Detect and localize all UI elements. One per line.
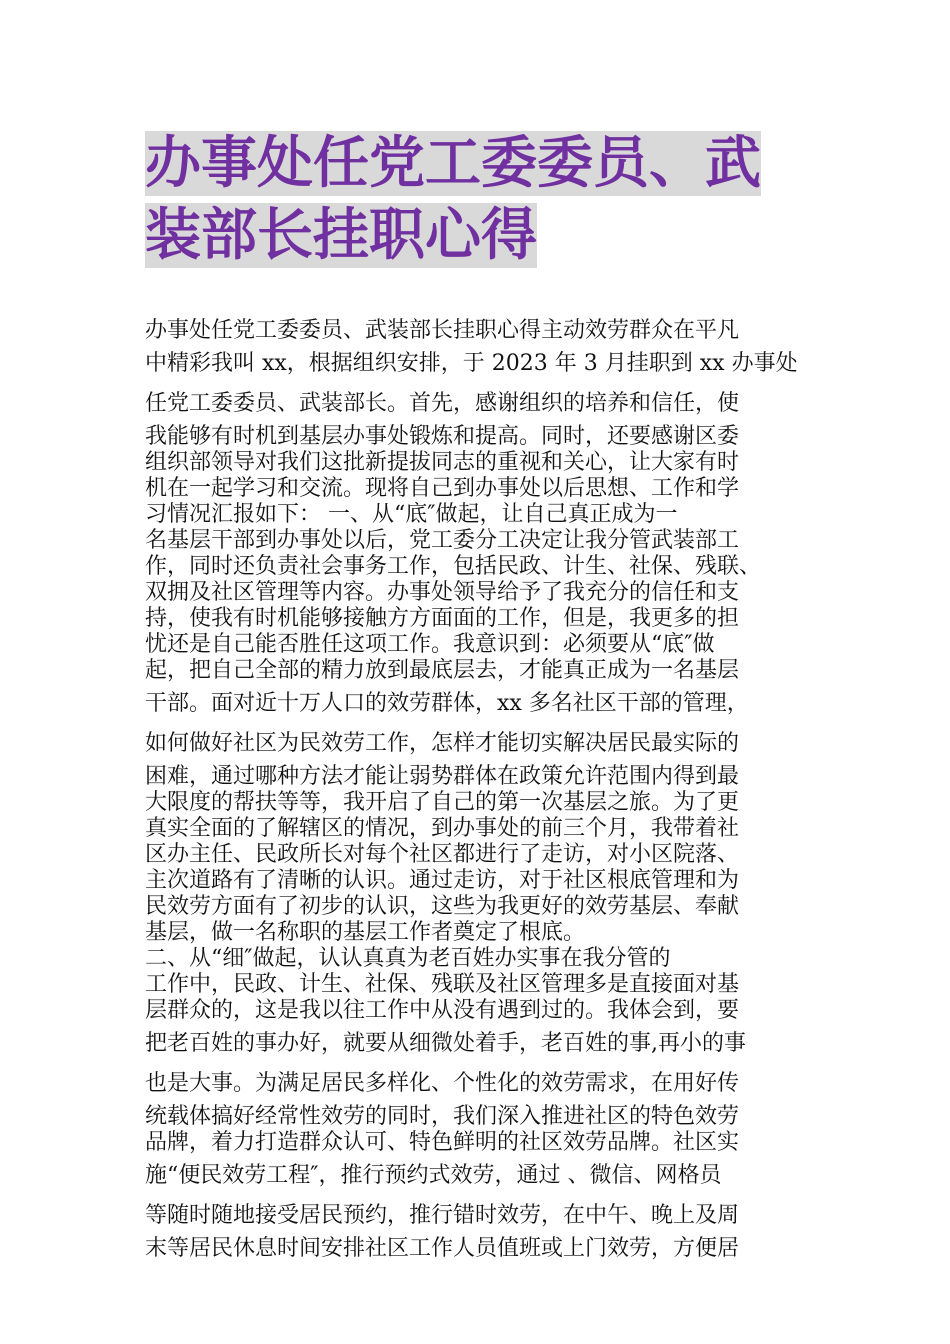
body-line: 我能够有时机到基层办事处锻炼和提高。同时，还要感谢区委 <box>145 424 740 449</box>
body-line: 区办主任、民政所长对每个社区都进行了走访，对小区院落、 <box>145 842 740 867</box>
body-line: 如何做好社区为民效劳工作，怎样才能切实解决居民最实际的 <box>145 731 740 756</box>
title-line: 办事处任党工委委员、武 <box>145 131 761 196</box>
body-line: 组织部领导对我们这批新提拔同志的重视和关心，让大家有时 <box>145 450 740 475</box>
body-line: 大限度的帮扶等等，我开启了自己的第一次基层之旅。为了更 <box>145 790 740 815</box>
body-line: 层群众的，这是我以往工作中从没有遇到过的。我体会到，要 <box>145 998 740 1023</box>
body-line: 忧还是自己能否胜任这项工作。我意识到：必须要从“底″做 <box>145 632 715 657</box>
body-line: 把老百姓的事办好，就要从细微处着手，老百姓的事,再小的事 <box>145 1031 746 1056</box>
body-line: 工作中，民政、计生、社保、残联及社区管理多是直接面对基 <box>145 972 740 997</box>
body-line: 名基层干部到办事处以后，党工委分工决定让我分管武装部工 <box>145 528 740 553</box>
document-title <box>145 128 815 272</box>
body-line: 统载体搞好经常性效劳的同时，我们深入推进社区的特色效劳 <box>145 1104 740 1129</box>
body-line: 也是大事。为满足居民多样化、个性化的效劳需求，在用好传 <box>145 1071 740 1096</box>
body-line: 习情况汇报如下： 一、从“底″做起，让自己真正成为一 <box>145 502 678 527</box>
document-body <box>145 318 810 1262</box>
body-line: 机在一起学习和交流。现将自己到办事处以后思想、工作和学 <box>145 476 740 501</box>
body-line: 办事处任党工委委员、武装部长挂职心得主动效劳群众在平凡 <box>145 318 740 343</box>
body-line: 二、从“细″做起，认认真真为老百姓办实事在我分管的 <box>145 946 671 971</box>
body-line: 任党工委委员、武装部长。首先，感谢组织的培养和信任，使 <box>145 391 740 416</box>
body-line: 等随时随地接受居民预约，推行错时效劳，在中午、晚上及周 <box>145 1203 740 1228</box>
body-line: 起，把自己全部的精力放到最底层去，才能真正成为一名基层 <box>145 658 740 683</box>
title-line: 装部长挂职心得 <box>145 203 537 268</box>
body-line: 品牌，着力打造群众认可、特色鲜明的社区效劳品牌。社区实 <box>145 1130 740 1155</box>
body-line: 主次道路有了清晰的认识。通过走访，对于社区根底管理和为 <box>145 868 740 893</box>
body-line: 作，同时还负责社会事务工作，包括民政、计生、社保、残联、 <box>145 554 762 579</box>
body-line: 真实全面的了解辖区的情况，到办事处的前三个月，我带着社 <box>145 816 740 841</box>
body-line: 困难，通过哪种方法才能让弱势群体在政策允许范围内得到最 <box>145 764 740 789</box>
body-line: 干部。面对近十万人口的效劳群体，xx 多名社区干部的管理， <box>145 691 749 716</box>
body-line: 双拥及社区管理等内容。办事处领导给予了我充分的信任和支 <box>145 580 740 605</box>
body-line: 末等居民休息时间安排社区工作人员值班或上门效劳，方便居 <box>145 1236 740 1261</box>
body-line: 民效劳方面有了初步的认识，这些为我更好的效劳基层、奉献 <box>145 894 740 919</box>
body-line: 基层，做一名称职的基层工作者奠定了根底。 <box>145 920 586 945</box>
body-line: 施“便民效劳工程″，推行预约式效劳，通过 、微信、网格员 <box>145 1163 722 1188</box>
body-line: 持，使我有时机能够接触方方面面的工作，但是，我更多的担 <box>145 606 740 631</box>
body-line: 中精彩我叫 xx，根据组织安排，于 2023 年 3 月挂职到 xx 办事处 <box>145 351 798 376</box>
